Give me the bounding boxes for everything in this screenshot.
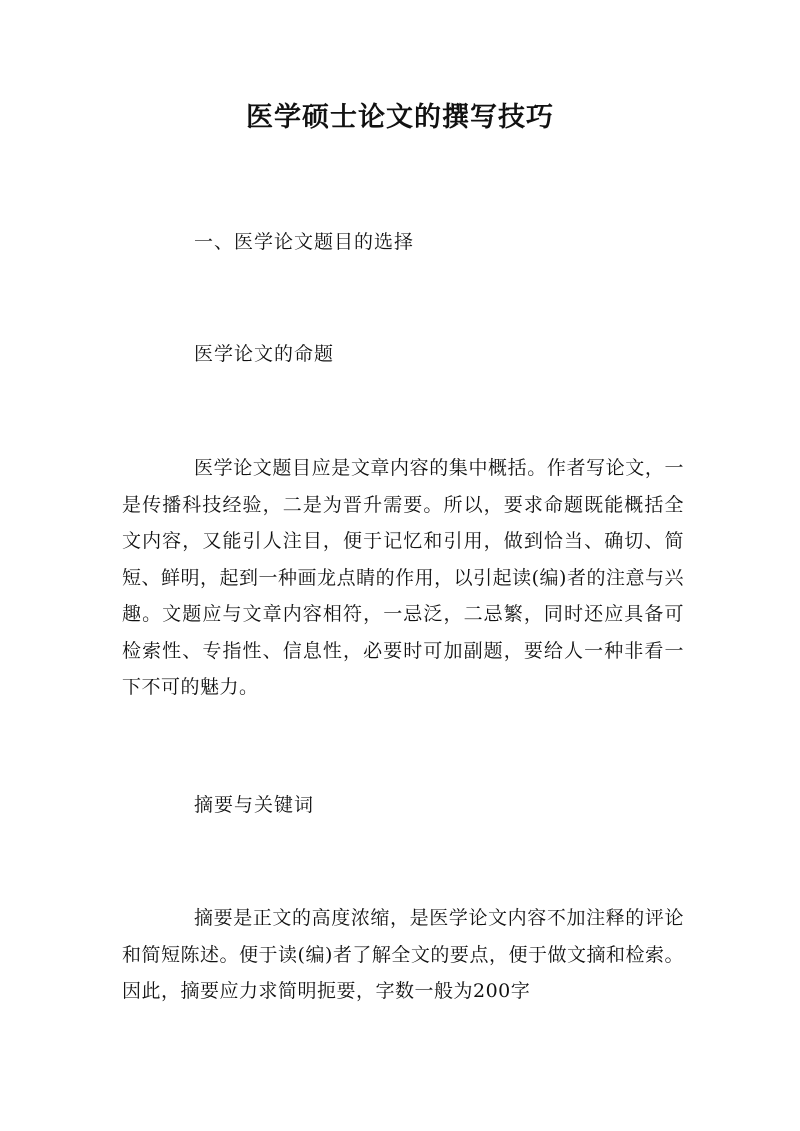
document-title: 医学硕士论文的撰写技巧: [246, 102, 554, 133]
section-heading-topic-selection: 一、医学论文题目的选择: [194, 231, 415, 253]
paragraph-paper-title: 医学论文题目应是文章内容的集中概括。作者写论文，一是传播科技经验，二是为晋升需要。所以，要求命题既能概括全文内容，又能引人注目，便于记忆和引用，做到恰当、确切、简短、鲜明，起到一种画龙点睛的作用，以引起读(编)者的注意与兴趣。文题应与文章内容相符，一忌泛，二忌繁，同时还应具备可检索性、专指性、信息性，必要时可加副题，要给人一种非看一下不可的魅力。: [122, 457, 684, 698]
subheading-paper-title: 医学论文的命题: [194, 343, 335, 365]
subheading-abstract-keywords: 摘要与关键词: [194, 794, 315, 816]
paragraph-abstract: 摘要是正文的高度浓缩，是医学论文内容不加注释的评论和简短陈述。便于读(编)者了解全文的要点，便于做文摘和检索。因此，摘要应力求简明扼要，字数一般为200字: [122, 907, 684, 1002]
